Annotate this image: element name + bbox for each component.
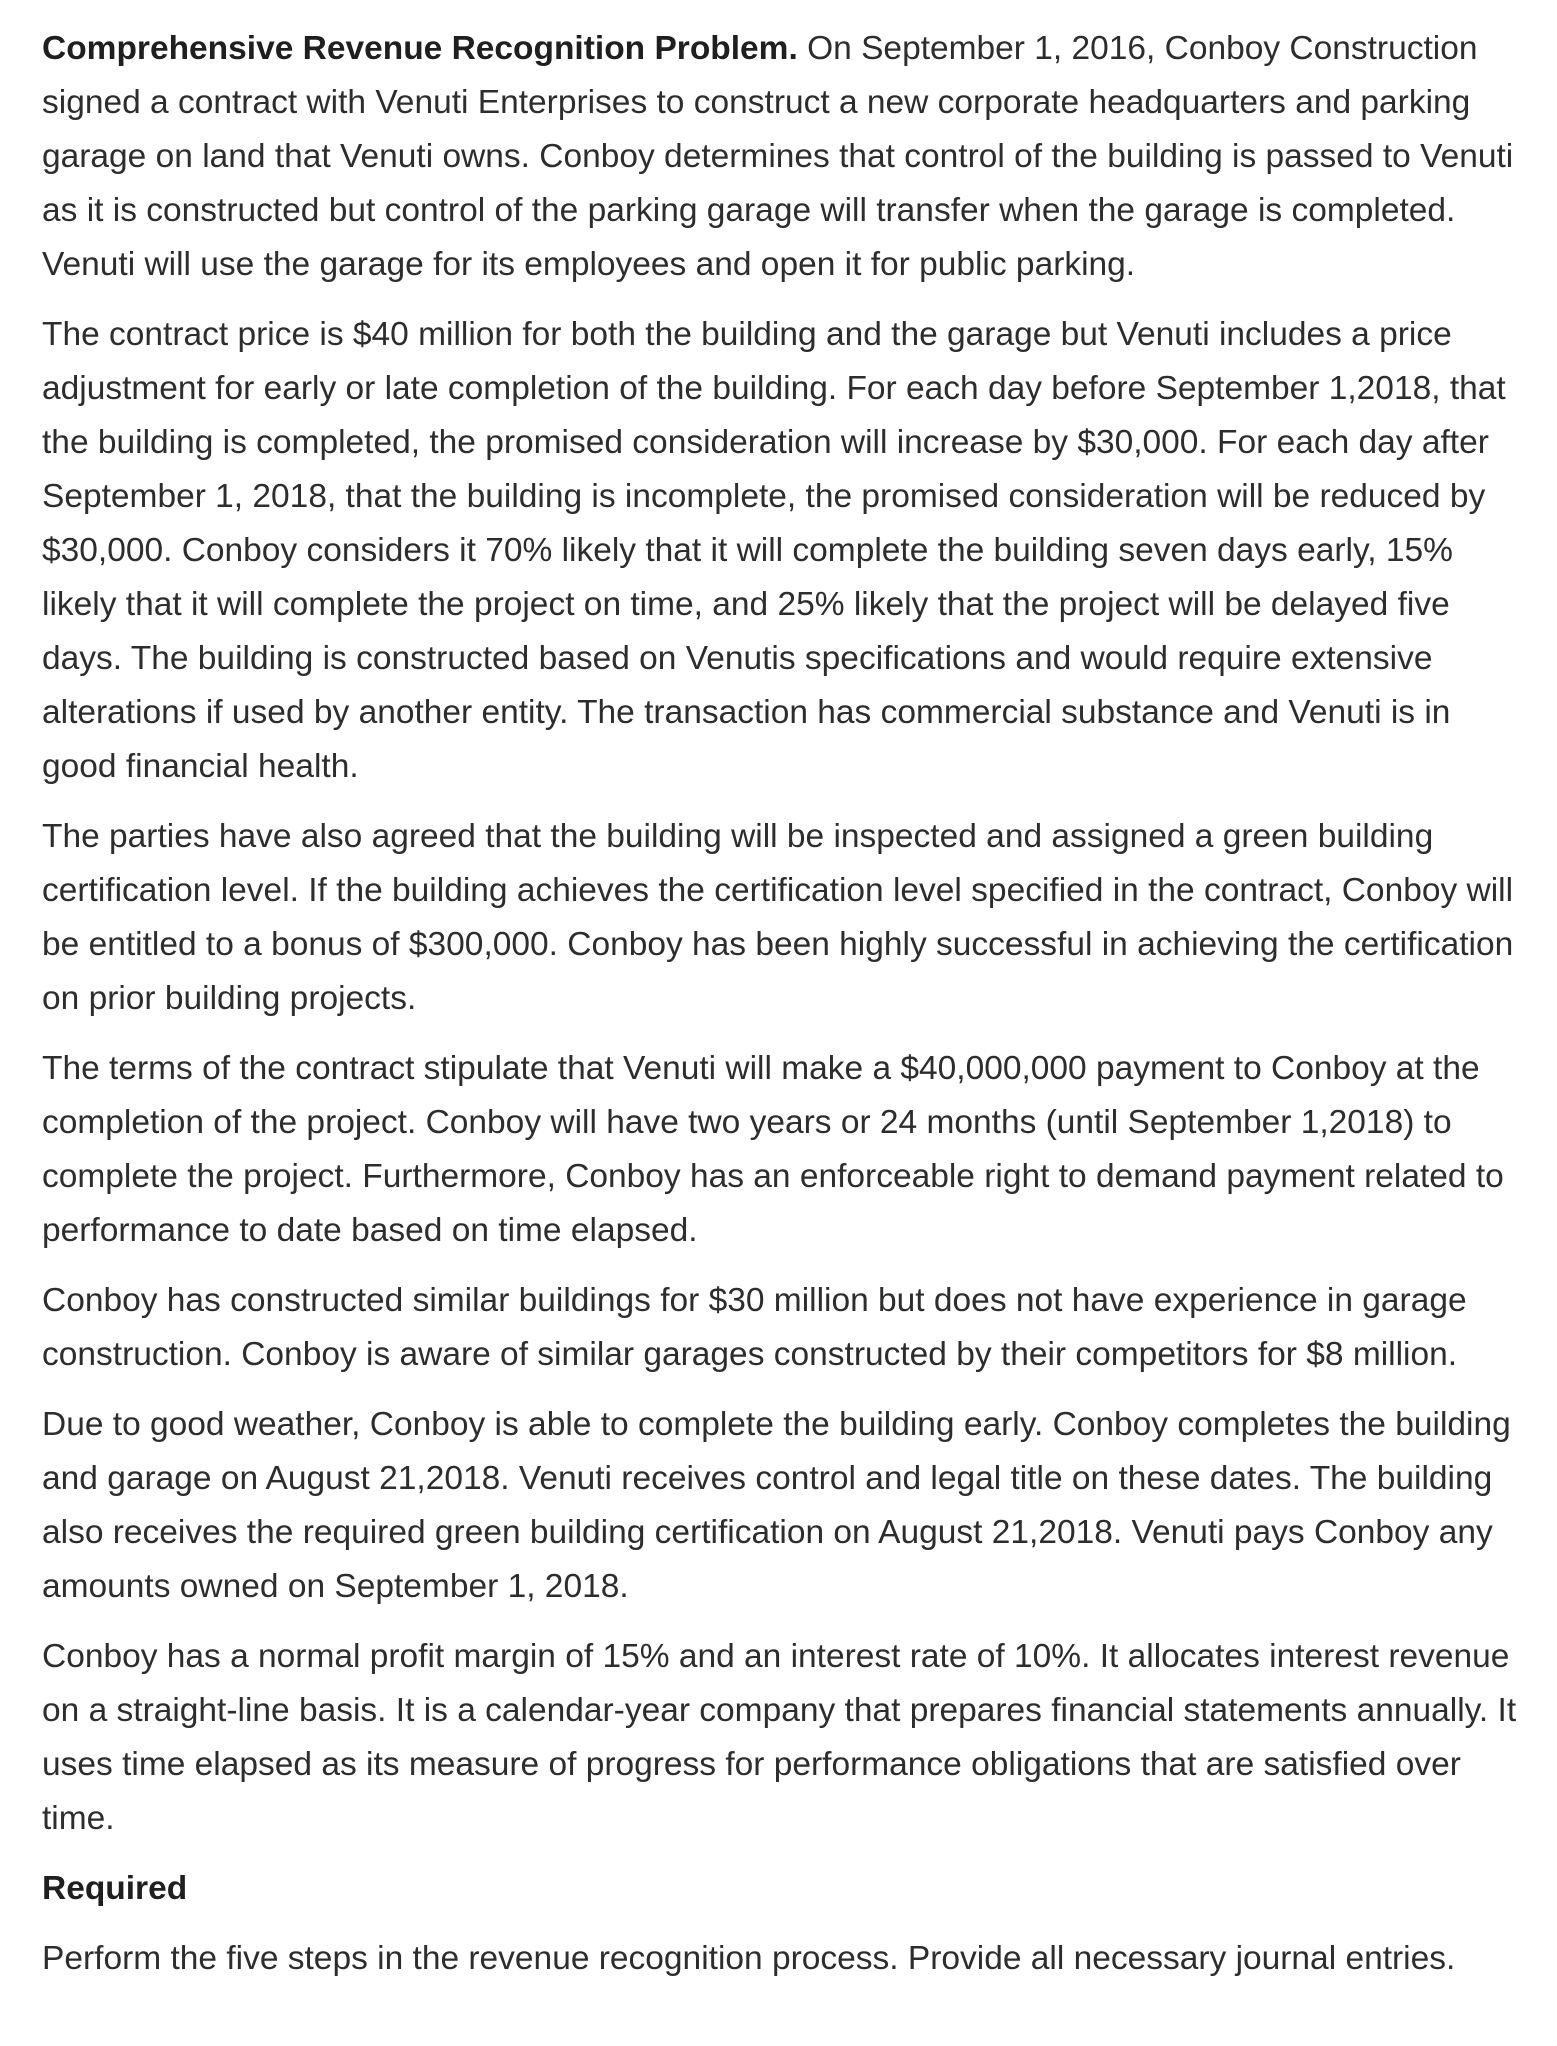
paragraph-payment-terms: The terms of the contract stipulate that Venuti will make a $40,000,000 payment to Conboy at the completion of the project. Conboy will have two years or 24 months (until September 1,2018) to complete the project. Furthermore, Conboy has an enforceable right to demand payment related to performance to date based on time elapsed. bbox=[42, 1050, 1504, 1249]
paragraph-standalone-prices: Conboy has constructed similar buildings for $30 million but does not have experience in garage construction. Conboy is aware of similar garages constructed by their competitors for $8 million. bbox=[42, 1282, 1467, 1373]
paragraph-contract-price: The contract price is $40 million for both the building and the garage but Venuti includes a price adjustment for early or late completion of the building. For each day before September 1,2018, that the building is completed, the promised consideration will increase by $30,000. For each day after September 1, 2018, that the building is incomplete, the promised consideration will be reduced by $30,000. Conboy considers it 70% likely that it will complete the building seven days early, 15% likely that it will complete the project on time, and 25% likely that the project will be delayed five days. The building is constructed based on Venutis specifications and would require extensive alterations if used by another entity. The transaction has commercial substance and Venuti is in good financial health. bbox=[42, 316, 1506, 785]
paragraph-green-certification: The parties have also agreed that the building will be inspected and assigned a green building certification level. If the building achieves the certification level specified in the contract, Conboy will be entitled to a bonus of $300,000. Conboy has been highly successful in achieving the certification on prior building projects. bbox=[42, 818, 1514, 1017]
intro-paragraph bbox=[42, 22, 1527, 292]
problem-title: Comprehensive Revenue Recognition Problem. bbox=[42, 30, 798, 67]
paragraph-margin-interest: Conboy has a normal profit margin of 15% and an interest rate of 10%. It allocates interest revenue on a straight-line basis. It is a calendar-year company that prepares financial statements annually. It uses time elapsed as its measure of progress for performance obligations that are satisfied over time. bbox=[42, 1638, 1517, 1837]
required-text: Perform the five steps in the revenue recognition process. Provide all necessary journal entries. bbox=[42, 1940, 1456, 1977]
intro-text: On September 1, 2016, Conboy Construction signed a contract with Venuti Enterprises to construct a new corporate headquarters and parking garage on land that Venuti owns. Conboy determines that control of the building is passed to Venuti as it is constructed but control of the parking garage will transfer when the garage is completed. Venuti will use the garage for its employees and open it for public parking. bbox=[42, 30, 1514, 283]
required-heading: Required bbox=[42, 1870, 188, 1907]
paragraph-completion: Due to good weather, Conboy is able to complete the building early. Conboy completes the building and garage on August 21,2018. Venuti receives control and legal title on these dates. The building also receives the required green building certification on August 21,2018. Venuti pays Conboy any amounts owned on September 1, 2018. bbox=[42, 1406, 1511, 1605]
